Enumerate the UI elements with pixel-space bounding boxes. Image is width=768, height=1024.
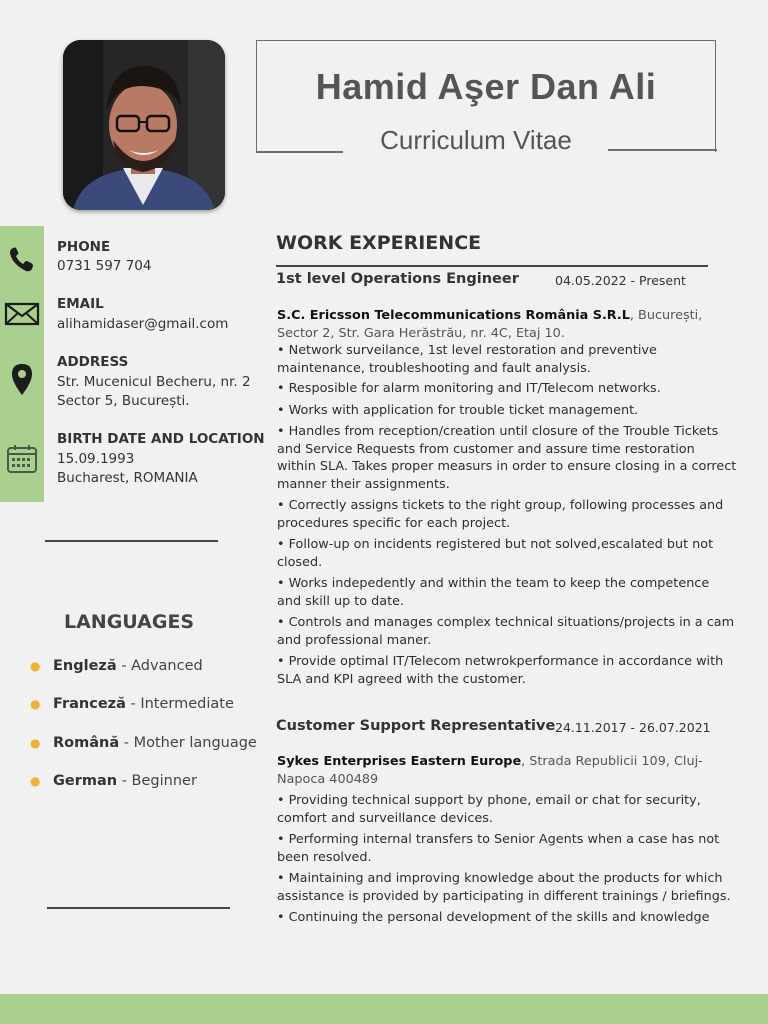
language-item: [30, 658, 203, 674]
job-bullet: • Follow-up on incidents registered but not solved,escalated but not closed.: [277, 537, 714, 570]
calendar-icon: [4, 442, 40, 476]
language-item: [30, 735, 257, 751]
language-name: Română: [53, 735, 120, 751]
work-heading-underline: [276, 265, 708, 267]
company-address: , Strada Republicii 109, Cluj-Napoca 400489: [277, 754, 703, 787]
email-label: EMAIL: [57, 296, 104, 312]
sidebar-divider: [45, 540, 218, 542]
language-name: Franceză: [53, 696, 126, 712]
job-dates: 04.05.2022 - Present: [555, 273, 686, 288]
job-bullet: • Maintaining and improving knowledge about the products for which assistance is provided by participating in different trainings / briefings.: [277, 871, 731, 904]
sidebar-divider-bottom: [47, 907, 230, 909]
job-bullet: • Providing technical support by phone, email or chat for security, comfort and surveillance devices.: [277, 793, 701, 826]
job-bullet: • Works with application for trouble ticket management.: [277, 402, 639, 418]
language-item: [30, 696, 234, 712]
candidate-name: Hamid Aşer Dan Ali: [315, 66, 657, 107]
address-line-2: Sector 5, București.: [57, 393, 190, 409]
phone-label: PHONE: [57, 239, 111, 255]
job-title: 1st level Operations Engineer: [276, 271, 519, 287]
job-bullet: • Network surveilance, 1st level restoration and preventive maintenance, troubleshooting and fault analysis.: [277, 343, 657, 376]
address-line-1: Str. Mucenicul Becheru, nr. 2: [57, 374, 251, 390]
document-subtitle: Curriculum Vitae: [380, 125, 572, 155]
languages-heading: LANGUAGES: [64, 611, 195, 633]
language-name: Engleză: [53, 658, 117, 674]
email-value: alihamidaser@gmail.com: [57, 316, 229, 332]
language-name: German: [53, 773, 118, 789]
job-bullet: • Works indepedently and within the team to keep the competence and skill up to date.: [277, 576, 710, 609]
birth-date: 15.09.1993: [57, 451, 135, 467]
job-bullet: • Performing internal transfers to Senior Agents when a case has not been resolved.: [277, 832, 720, 865]
phone-value: 0731 597 704: [57, 258, 152, 274]
profile-photo: [63, 40, 225, 210]
job-description: [277, 307, 737, 688]
language-level: - Intermediate: [125, 696, 234, 712]
language-level: - Mother language: [119, 735, 257, 751]
language-level: - Advanced: [116, 658, 203, 674]
job-title: Customer Support Representative: [276, 718, 556, 734]
bullet-icon: ●: [30, 659, 41, 673]
job-dates: 24.11.2017 - 26.07.2021: [555, 720, 711, 735]
job-bullet: • Handles from reception/creation until closure of the Trouble Tickets and Service Requests from customer and assure time restoration within SLA. Takes proper measurs in order to ensure closing in a correct manner their assignments.: [277, 424, 737, 492]
company-name: Sykes Enterprises Eastern Europe: [277, 754, 522, 769]
footer-bar: [0, 994, 768, 1024]
language-level: - Beginner: [117, 773, 197, 789]
job-bullet: • Controls and manages complex technical situations/projects in a cam and professional maner.: [277, 615, 735, 648]
bullet-icon: ●: [30, 736, 41, 750]
bullet-icon: ●: [30, 697, 41, 711]
person-portrait-image: [63, 40, 225, 210]
contact-icon-strip: [0, 226, 44, 502]
address-label: ADDRESS: [57, 354, 129, 370]
job-bullet: • Correctly assigns tickets to the right group, following processes and procedures specific for each project.: [277, 498, 724, 531]
company-name: S.C. Ericsson Telecommunications România S.R.L: [277, 308, 630, 323]
birth-place: Bucharest, ROMANIA: [57, 470, 198, 486]
company-address: , București, Sector 2, Str. Gara Herăstrău, nr. 4C, Etaj 10.: [277, 308, 703, 341]
language-item: [30, 773, 197, 789]
job-description: [277, 753, 737, 927]
bullet-icon: ●: [30, 774, 41, 788]
phone-icon: [4, 242, 40, 276]
job-bullet: • Provide optimal IT/Telecom netwrokperformance in accordance with SLA and KPI agreed with the customer.: [277, 654, 724, 687]
location-pin-icon: [4, 362, 40, 396]
envelope-icon: [4, 296, 40, 330]
job-bullet: • Continuing the personal development of the skills and knowledge: [277, 910, 710, 925]
work-experience-heading: WORK EXPERIENCE: [276, 232, 482, 254]
birth-label: BIRTH DATE AND LOCATION: [57, 431, 265, 447]
job-bullet: • Resposible for alarm monitoring and IT/Telecom networks.: [277, 381, 661, 396]
